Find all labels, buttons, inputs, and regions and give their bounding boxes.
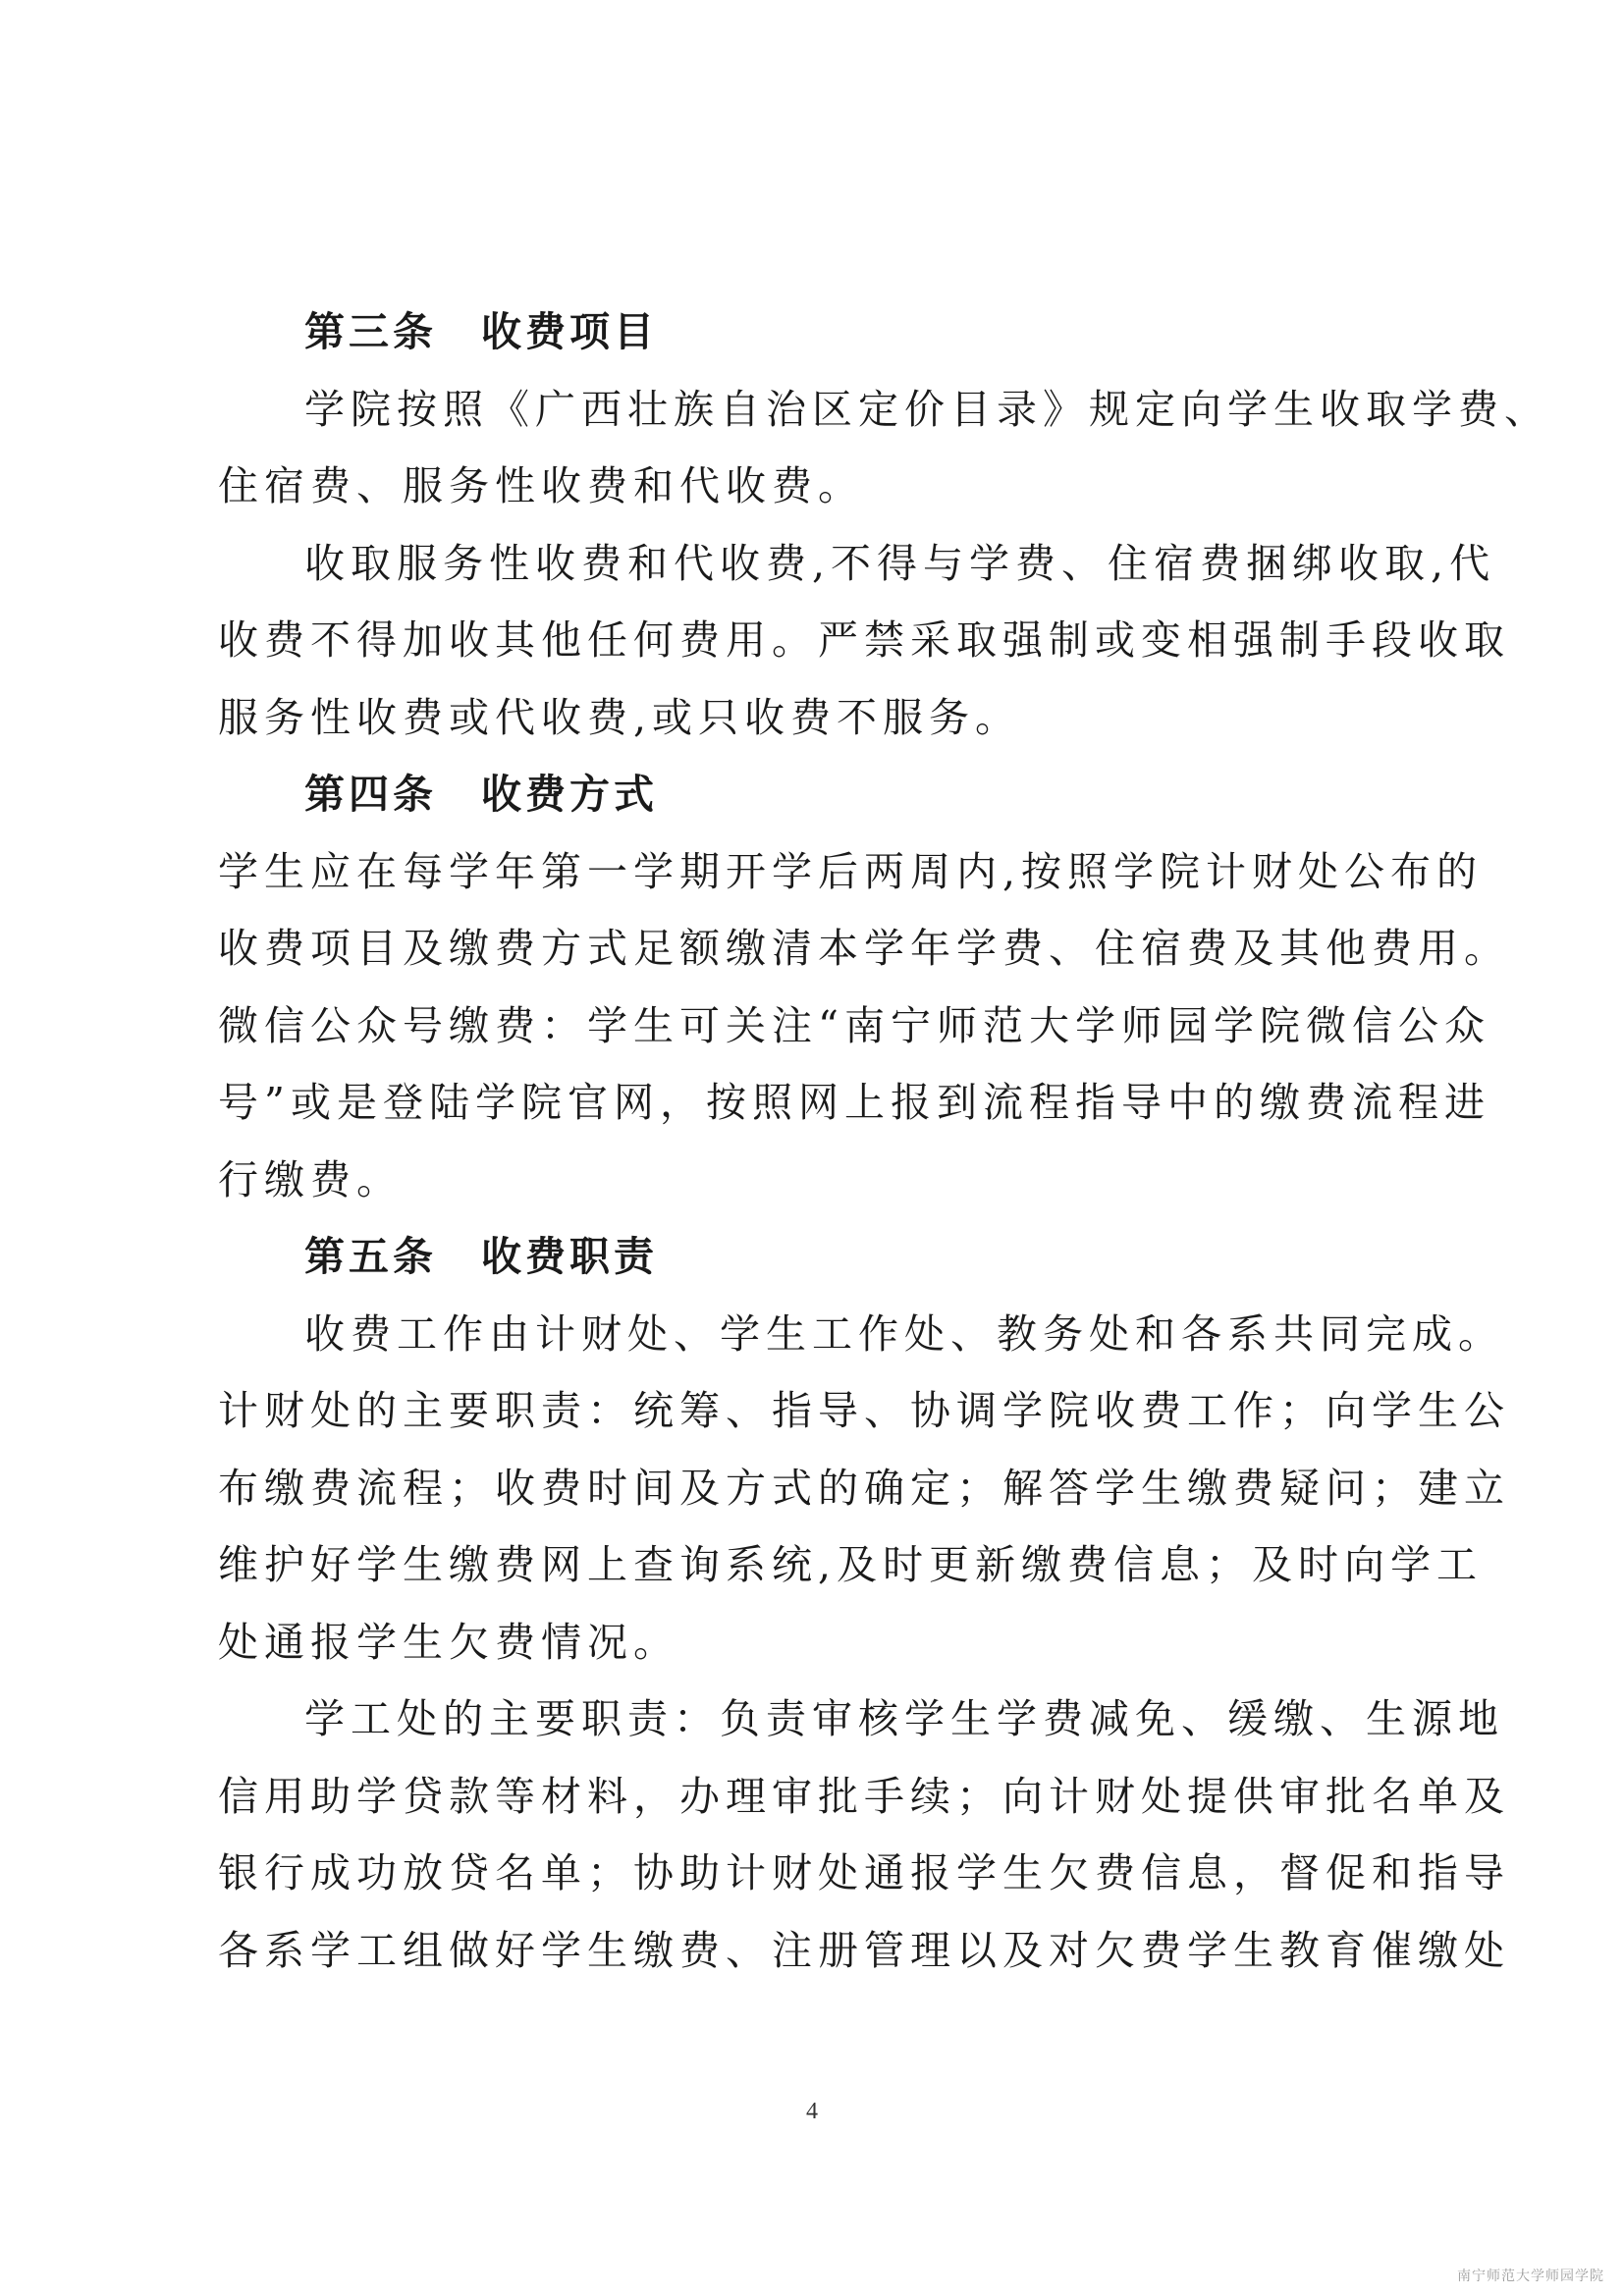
paragraph-line: 收费工作由计财处、学生工作处、教务处和各系共同完成。 xyxy=(304,1310,1504,1358)
paragraph-line: 信用助学贷款等材料，办理审批手续；向计财处提供审批名单及 xyxy=(218,1773,1510,1820)
paragraph-line: 学生应在每学年第一学期开学后两周内,按照学院计财处公布的 xyxy=(218,848,1484,895)
paragraph-line: 处通报学生欠费情况。 xyxy=(218,1619,679,1666)
heading-article-4: 第四条 收费方式 xyxy=(304,771,658,818)
paragraph-line: 收费不得加收其他任何费用。严禁采取强制或变相强制手段收取 xyxy=(218,616,1510,664)
paragraph-line: 各系学工组做好学生缴费、注册管理以及对欠费学生教育催缴处 xyxy=(218,1927,1510,1974)
paragraph-line: 收费项目及缴费方式足额缴清本学年学费、住宿费及其他费用。 xyxy=(218,925,1510,972)
watermark-text: 南宁师范大学师园学院 xyxy=(1457,2269,1604,2284)
paragraph-line: 银行成功放贷名单；协助计财处通报学生欠费信息，督促和指导 xyxy=(218,1849,1510,1896)
paragraph-line: 行缴费。 xyxy=(218,1156,403,1203)
paragraph-line: 布缴费流程；收费时间及方式的确定；解答学生缴费疑问；建立 xyxy=(218,1465,1510,1512)
paragraph-line: 住宿费、服务性收费和代收费。 xyxy=(218,462,864,509)
paragraph-line: 号”或是登陆学院官网，按照网上报到流程指导中的缴费流程进 xyxy=(218,1079,1490,1126)
heading-article-3: 第三条 收费项目 xyxy=(304,308,658,355)
paragraph-line: 学院按照《广西壮族自治区定价目录》规定向学生收取学费、 xyxy=(304,386,1550,433)
heading-article-5: 第五条 收费职责 xyxy=(304,1233,658,1280)
paragraph-line: 微信公众号缴费：学生可关注“南宁师范大学师园学院微信公众 xyxy=(218,1002,1490,1049)
paragraph-line: 收取服务性收费和代收费,不得与学费、住宿费捆绑收取,代 xyxy=(304,540,1496,587)
page-number: 4 xyxy=(806,2099,818,2124)
paragraph-line: 计财处的主要职责：统筹、指导、协调学院收费工作；向学生公 xyxy=(218,1387,1510,1434)
paragraph-line: 服务性收费或代收费,或只收费不服务。 xyxy=(218,694,1022,741)
paragraph-line: 学工处的主要职责：负责审核学生学费减免、缓缴、生源地 xyxy=(304,1695,1504,1742)
paragraph-line: 维护好学生缴费网上查询系统,及时更新缴费信息；及时向学工 xyxy=(218,1541,1484,1588)
